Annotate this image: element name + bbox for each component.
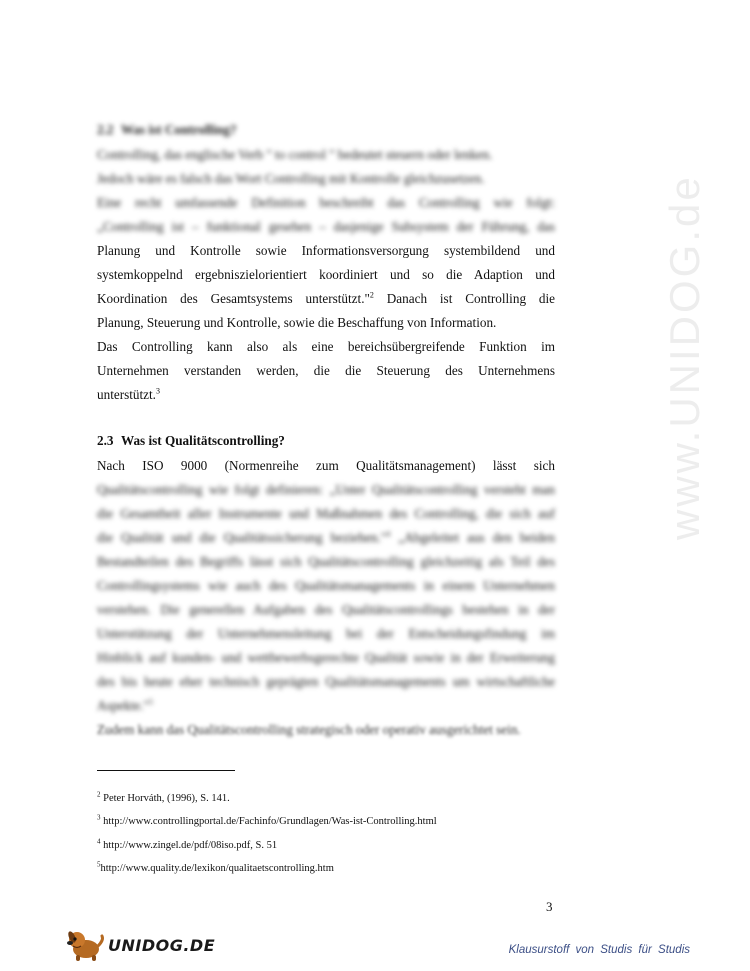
paragraph-line: Aspekte."$^5$ bbox=[97, 697, 153, 713]
footnote-ref[interactable]: 2 bbox=[369, 290, 374, 300]
paragraph-line: Planung und Kontrolle sowie Informationsversorgung systembildend und bbox=[97, 243, 555, 258]
paragraph-line: systemkoppelnd ergebniszielorientiert koordiniert und so die Adaption und bbox=[97, 267, 555, 282]
paragraph-line: die Qualität und die Qualitätssicherung beziehen."$^4$ „Abgeleitet aus den beiden bbox=[97, 529, 555, 545]
section-heading: 2.2 Was ist Controlling? bbox=[97, 122, 237, 137]
paragraph-line: Qualitätscontrolling wie folgt definieren: „Unter Qualitätscontrolling versteht man bbox=[97, 482, 555, 497]
paragraph-line: „Controlling ist – funktional gesehen – dasjenige Subsystem der Führung, das bbox=[97, 219, 555, 234]
paragraph-line: Controlling, das englische Verb " to control " bedeutet steuern oder lenken. bbox=[97, 147, 493, 162]
paragraph-line: Planung, Steuerung und Kontrolle, sowie die Beschaffung von Information. bbox=[97, 315, 497, 330]
footnote-link[interactable]: http://www.zingel.de/pdf/08iso.pdf, S. 51 bbox=[103, 840, 278, 851]
paragraph-line: unterstützt.$^3$ bbox=[97, 386, 160, 402]
paragraph-line: des bis heute eher technisch geprägten Qualitätsmanagements um wirtschaftliche bbox=[97, 674, 555, 689]
paragraph-line: Unterstützung der Unternehmensleitung bei der Entscheidungsfindung im bbox=[97, 626, 555, 641]
page-number: 3 bbox=[546, 899, 553, 914]
slogan: Klausurstoff von Studis für Studis bbox=[508, 944, 690, 956]
footnote: $^4$ http://www.zingel.de/pdf/08iso.pdf, S. 51 bbox=[97, 837, 278, 851]
paragraph-line: verstehen. Die generellen Aufgaben des Qualitätscontrollings bestehen in der bbox=[97, 602, 555, 617]
footnote: $^3$ http://www.controllingportal.de/Fachinfo/Grundlagen/Was-ist-Controlling.html bbox=[97, 813, 437, 827]
paragraph-line: Nach ISO 9000 (Normenreihe zum Qualitätsmanagement) lässt sich bbox=[97, 458, 555, 473]
paragraph-line: Eine recht umfassende Definition beschreibt das Controlling wie folgt: bbox=[97, 195, 555, 210]
unidog-logo[interactable] bbox=[66, 928, 215, 962]
dog-mascot-icon bbox=[66, 928, 106, 962]
paragraph-line: Koordination des Gesamtsystems unterstützt."$^2$ Danach ist Controlling die bbox=[97, 290, 555, 306]
paragraph-line: Jedoch wäre es falsch das Wort Controlling mit Kontrolle gleichzusetzen. bbox=[97, 171, 485, 186]
paragraph-line: die Gesamtheit aller Instrumente und Maßnahmen des Controlling, die sich auf bbox=[97, 506, 555, 521]
footnote-link[interactable]: http://www.quality.de/lexikon/qualitaetscontrolling.htm bbox=[100, 863, 334, 874]
footnote: $^2$ Peter Horváth, (1996), S. 141. bbox=[97, 790, 230, 804]
footnote: $^5$http://www.quality.de/lexikon/qualitaetscontrolling.htm bbox=[97, 860, 334, 874]
footnote-ref[interactable]: 3 bbox=[155, 386, 160, 396]
footnote-link[interactable]: http://www.controllingportal.de/Fachinfo/Grundlagen/Was-ist-Controlling.html bbox=[103, 816, 437, 827]
paragraph-line: Hinblick auf kunden- und wettbewerbsgerechte Qualität sowie in der Erweiterung bbox=[97, 650, 555, 665]
paragraph-line: Das Controlling kann also als eine bereichsübergreifende Funktion im bbox=[97, 339, 555, 354]
watermark: www.UNIDOG.de bbox=[661, 174, 708, 540]
paragraph-line: Unternehmen verstanden werden, die die Steuerung des Unternehmens bbox=[97, 363, 555, 378]
paragraph-line: Bestandteilen des Begriffs lässt sich Qualitätscontrolling gleichzeitig als Teil des bbox=[97, 554, 555, 569]
paragraph-line: Controllingsystems wie auch des Qualitätsmanagements in einem Unternehmen bbox=[97, 578, 555, 593]
footnote-divider bbox=[97, 770, 235, 771]
paragraph-line: Zudem kann das Qualitätscontrolling strategisch oder operativ ausgerichtet sein. bbox=[97, 722, 521, 737]
logo-text: UNIDOG.DE bbox=[108, 935, 216, 955]
section-heading: 2.3 Was ist Qualitätscontrolling? bbox=[97, 433, 285, 448]
